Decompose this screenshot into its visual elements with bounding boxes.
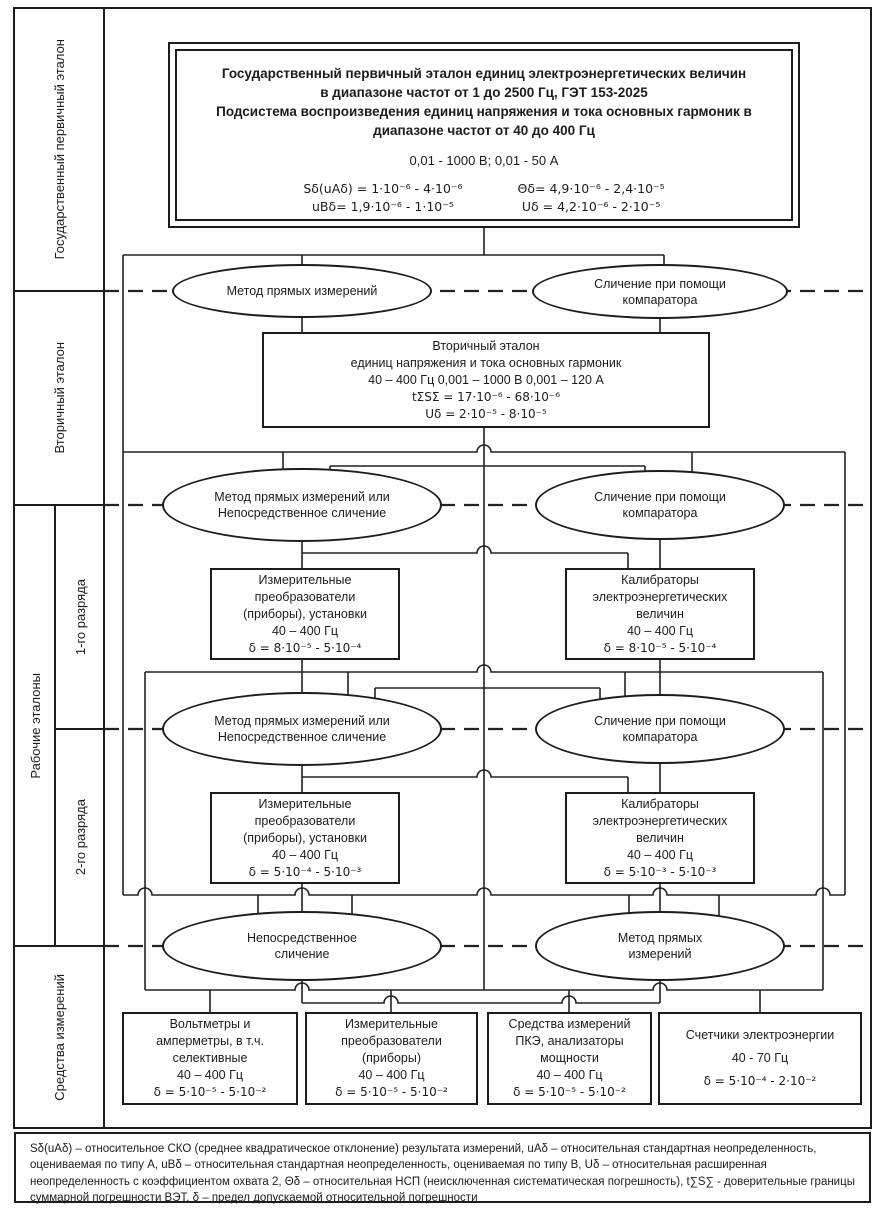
box-delta: δ = 8·10⁻⁵ - 5·10⁻⁴ (603, 640, 717, 655)
working-standard-rank2-transducers-box (210, 792, 400, 884)
method-ellipse-comparator-row3 (535, 694, 785, 764)
box-line: Измерительные (258, 572, 352, 587)
method-label: компаратора (622, 292, 698, 307)
sidebar-sublevel-rank1 (57, 507, 103, 727)
box-line: величин (636, 606, 684, 621)
box-line: электроэнергетических (592, 813, 728, 828)
secondary-formula-ts: tΣSΣ = 17·10⁻⁶ - 68·10⁻⁶ (411, 389, 561, 404)
box-line: мощности (540, 1051, 599, 1065)
sidebar-label: 2-го разряда (72, 799, 88, 876)
box-line: 40 - 70 Гц (731, 1051, 789, 1065)
secondary-formula-u: Uδ = 2·10⁻⁵ - 8·10⁻⁵ (425, 406, 547, 421)
box-line: ПКЭ, анализаторы (515, 1034, 624, 1048)
box-line: преобразователи (254, 813, 356, 828)
method-label: Метод прямых измерений или (214, 714, 390, 728)
primary-title-line: Государственный первичный эталон единиц электроэнергетических величин (221, 66, 747, 81)
box-line: (приборы), установки (243, 830, 367, 845)
secondary-line: 40 – 400 Гц 0,001 – 1000 В 0,001 – 120 А (368, 372, 604, 387)
mi-energy-meters-box (658, 1012, 862, 1105)
box-delta: δ = 5·10⁻⁵ - 5·10⁻² (513, 1085, 626, 1099)
mi-voltmeters-ammeters-box (122, 1012, 298, 1105)
method-label: сличение (274, 947, 330, 961)
box-line: 40 – 400 Гц (626, 623, 694, 638)
footnote (14, 1132, 871, 1203)
secondary-line: Вторичный эталон (432, 338, 540, 353)
box-line: Измерительные (258, 796, 352, 811)
primary-range: 0,01 - 1000 В; 0,01 - 50 А (409, 153, 559, 168)
box-line: 40 – 400 Гц (271, 623, 339, 638)
method-ellipse-direct-or-comparison-row2 (162, 468, 442, 542)
method-ellipse-comparator-row1 (532, 264, 788, 319)
sidebar-label: 1-го разряда (72, 578, 88, 656)
box-line: преобразователи (341, 1034, 442, 1048)
box-line: Вольтметры и (169, 1017, 251, 1031)
mi-transducers-box (305, 1012, 478, 1105)
box-line: преобразователи (254, 589, 356, 604)
sidebar-level-working-standards (16, 507, 54, 944)
box-delta: δ = 5·10⁻⁴ - 5·10⁻³ (248, 864, 362, 879)
box-delta: δ = 5·10⁻³ - 5·10⁻³ (603, 864, 717, 879)
sidebar-level-primary-standard (16, 10, 102, 289)
mi-power-quality-analyzers-box (487, 1012, 652, 1105)
sidebar-label: Вторичный эталон (51, 342, 67, 454)
method-label: Непосредственное (246, 931, 357, 945)
box-line: амперметры, в т.ч. (156, 1034, 264, 1048)
method-label: Метод прямых измерений или (214, 490, 390, 504)
box-line: Калибраторы (621, 572, 699, 587)
box-line: Измерительные (345, 1017, 438, 1031)
working-standard-rank1-calibrators-box (565, 568, 755, 660)
method-label: Непосредственное сличение (217, 506, 387, 520)
primary-title-line: в диапазоне частот от 1 до 2500 Гц, ГЭТ 153-2025 (320, 85, 648, 100)
method-label: компаратора (622, 730, 698, 744)
box-line: Калибраторы (621, 796, 699, 811)
method-label: Метод прямых измерений (226, 284, 378, 298)
method-ellipse-comparator-row2 (535, 470, 785, 540)
method-ellipse-direct-measurement-row1 (172, 264, 432, 318)
box-delta: δ = 8·10⁻⁵ - 5·10⁻⁴ (248, 640, 362, 655)
box-line: (приборы), установки (243, 606, 367, 621)
primary-formula-ub: uBδ= 1,9·10⁻⁶ - 1·10⁻⁵ (311, 199, 454, 214)
working-standard-rank1-transducers-box (210, 568, 400, 660)
box-line: 40 – 400 Гц (176, 1068, 244, 1082)
footnote-text: Sδ(uAδ) – относительное СКО (среднее квадратическое отклонение) результата измерений, uAδ – относительная стандартная неопределенность, оцениваемая по типу А, uBδ – относительная стандартная неопределенность, оцениваемая по типу В, Uδ – относительная расширенная неопределенность с коэффициентом охвата 2, Θδ – относительная НСП (неисключенная систематическая погрешность), t∑S∑ - доверительные границы суммарной погрешности ВЭТ, δ – предел допускаемой относительной погрешности (30, 1143, 855, 1204)
method-ellipse-direct-comparison-row4 (162, 911, 442, 981)
method-label: Сличение при помощи (594, 714, 726, 728)
primary-standard-inner-border (175, 49, 793, 221)
box-line: 40 – 400 Гц (358, 1068, 425, 1082)
method-label: Сличение при помощи (594, 490, 726, 504)
primary-formula-u: Uδ = 4,2·10⁻⁶ - 2·10⁻⁵ (521, 199, 661, 214)
sidebar-sublevel-rank2 (57, 731, 103, 944)
box-line: (приборы) (361, 1051, 422, 1065)
sidebar-label: Государственный первичный эталон (51, 39, 67, 260)
sidebar-label: Средства измерений (51, 973, 67, 1101)
box-delta: δ = 5·10⁻⁵ - 5·10⁻² (335, 1085, 448, 1099)
box-delta: δ = 5·10⁻⁵ - 5·10⁻² (153, 1085, 267, 1099)
box-line: величин (636, 830, 684, 845)
sidebar-label: Рабочие эталоны (27, 672, 43, 779)
primary-formula-theta: Θδ= 4,9·10⁻⁶ - 2,4·10⁻⁵ (517, 181, 665, 196)
sidebar-level-measuring-instruments (16, 948, 102, 1126)
box-line: 40 – 400 Гц (536, 1068, 603, 1082)
method-label: Непосредственное сличение (217, 730, 387, 744)
method-label: Метод прямых (617, 931, 703, 945)
box-line: 40 – 400 Гц (626, 847, 694, 862)
primary-title-line: Подсистема воспроизведения единиц напряжения и тока основных гармоник в (216, 104, 752, 119)
method-ellipse-direct-measurement-row4 (535, 911, 785, 981)
primary-formula-s: Sδ(uAδ) = 1·10⁻⁶ - 4·10⁻⁶ (303, 181, 463, 196)
method-ellipse-direct-or-comparison-row3 (162, 692, 442, 766)
method-label: измерений (628, 947, 692, 961)
secondary-standard-box (262, 332, 710, 428)
method-label: компаратора (622, 506, 698, 520)
box-delta: δ = 5·10⁻⁴ - 2·10⁻² (703, 1074, 817, 1088)
box-line: 40 – 400 Гц (271, 847, 339, 862)
box-line: Средства измерений (508, 1017, 631, 1031)
primary-standard-box (168, 42, 800, 228)
sidebar-level-secondary-standard (16, 293, 102, 503)
working-standard-rank2-calibrators-box (565, 792, 755, 884)
box-line: селективные (172, 1051, 248, 1065)
secondary-line: единиц напряжения и тока основных гармоник (350, 355, 622, 370)
box-line: Счетчики электроэнергии (685, 1028, 835, 1042)
method-label: Сличение при помощи (594, 276, 726, 291)
box-line: электроэнергетических (592, 589, 728, 604)
primary-title-line: диапазоне частот от 40 до 400 Гц (373, 123, 595, 138)
